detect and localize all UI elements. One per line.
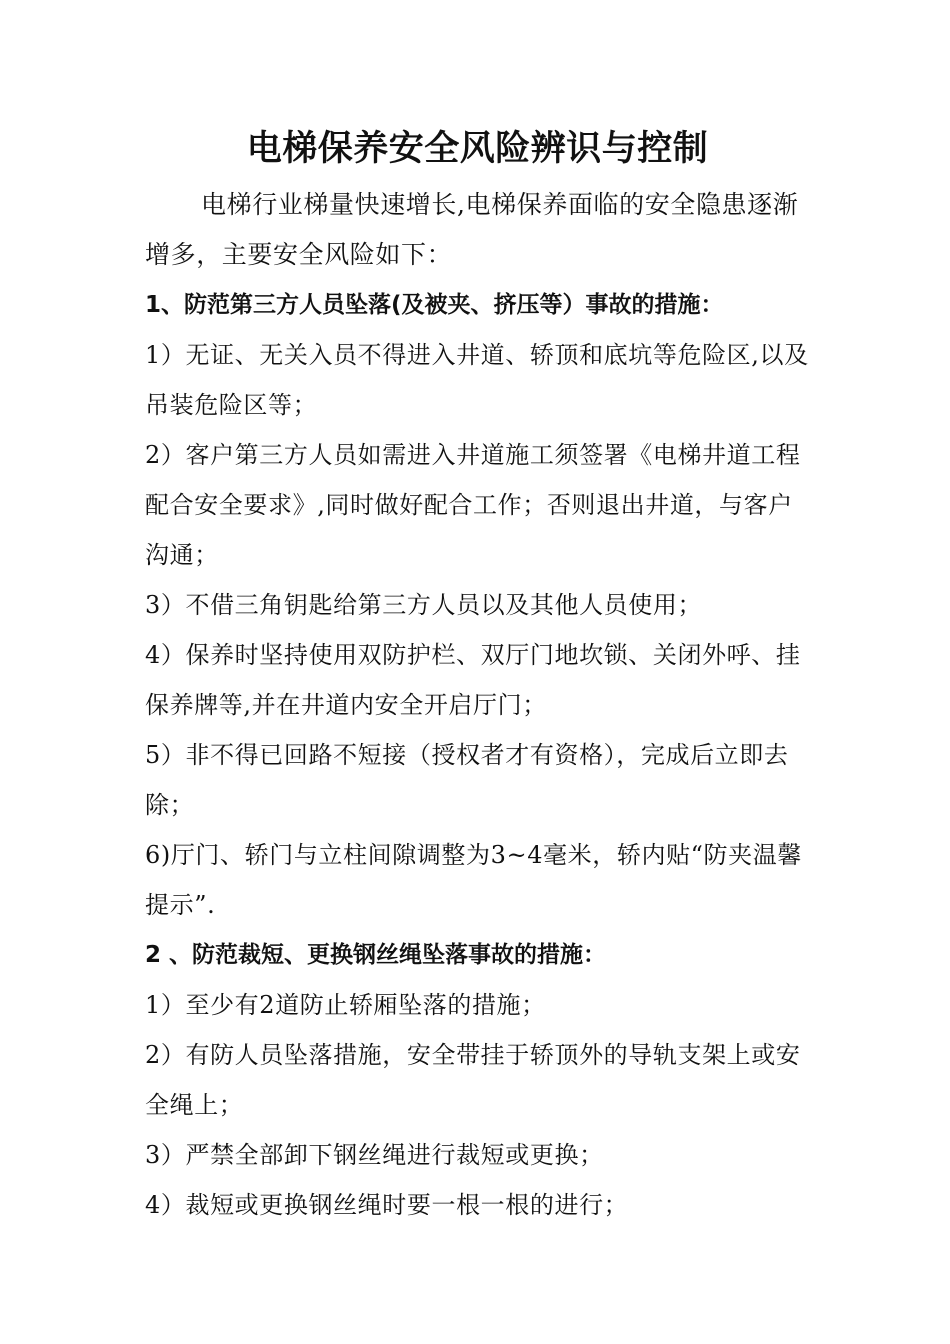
measure-item: 1）至少有2道防止轿厢坠落的措施； xyxy=(145,991,546,1019)
document-content xyxy=(145,118,810,1230)
measure-item: 3）不借三角钥匙给第三方人员以及其他人员使用； xyxy=(145,591,703,619)
section-heading: 2 、防范裁短、更换钢丝绳坠落事故的措施： xyxy=(145,942,607,968)
measure-item: 3）严禁全部卸下钢丝绳进行裁短或更换； xyxy=(145,1141,604,1169)
section-wire-rope-work-safety xyxy=(145,930,810,1230)
measure-item: 6)厅门、轿门与立柱间隙调整为3~4毫米，轿内贴“防夹温馨提示”. xyxy=(145,841,802,919)
document-title: 电梯保养安全风险辨识与控制 xyxy=(246,129,709,169)
measure-item: 4）裁短或更换钢丝绳时要一根一根的进行； xyxy=(145,1191,629,1219)
measure-item: 2）客户第三方人员如需进入井道施工须签署《电梯井道工程配合安全要求》,同时做好配合工作；否则退出井道，与客户沟通； xyxy=(145,441,801,569)
measure-item: 2）有防人员坠落措施，安全带挂于轿顶外的导轨支架上或安全绳上； xyxy=(145,1041,801,1119)
section-third-party-fall-prevention xyxy=(145,280,810,930)
measure-item: 5）非不得已回路不短接（授权者才有资格），完成后立即去除； xyxy=(145,741,789,819)
intro-paragraph: 电梯行业梯量快速增长,电梯保养面临的安全隐患逐渐增多，主要安全风险如下： xyxy=(145,190,799,269)
section-heading: 1、防范第三方人员坠落(及被夹、挤压等）事故的措施： xyxy=(145,292,724,318)
measure-item: 1）无证、无关入员不得进入井道、轿顶和底坑等危险区,以及吊装危险区等； xyxy=(145,341,809,419)
measure-item: 4）保养时坚持使用双防护栏、双厅门地坎锁、关闭外呼、挂保养牌等,并在井道内安全开启厅门； xyxy=(145,641,801,719)
